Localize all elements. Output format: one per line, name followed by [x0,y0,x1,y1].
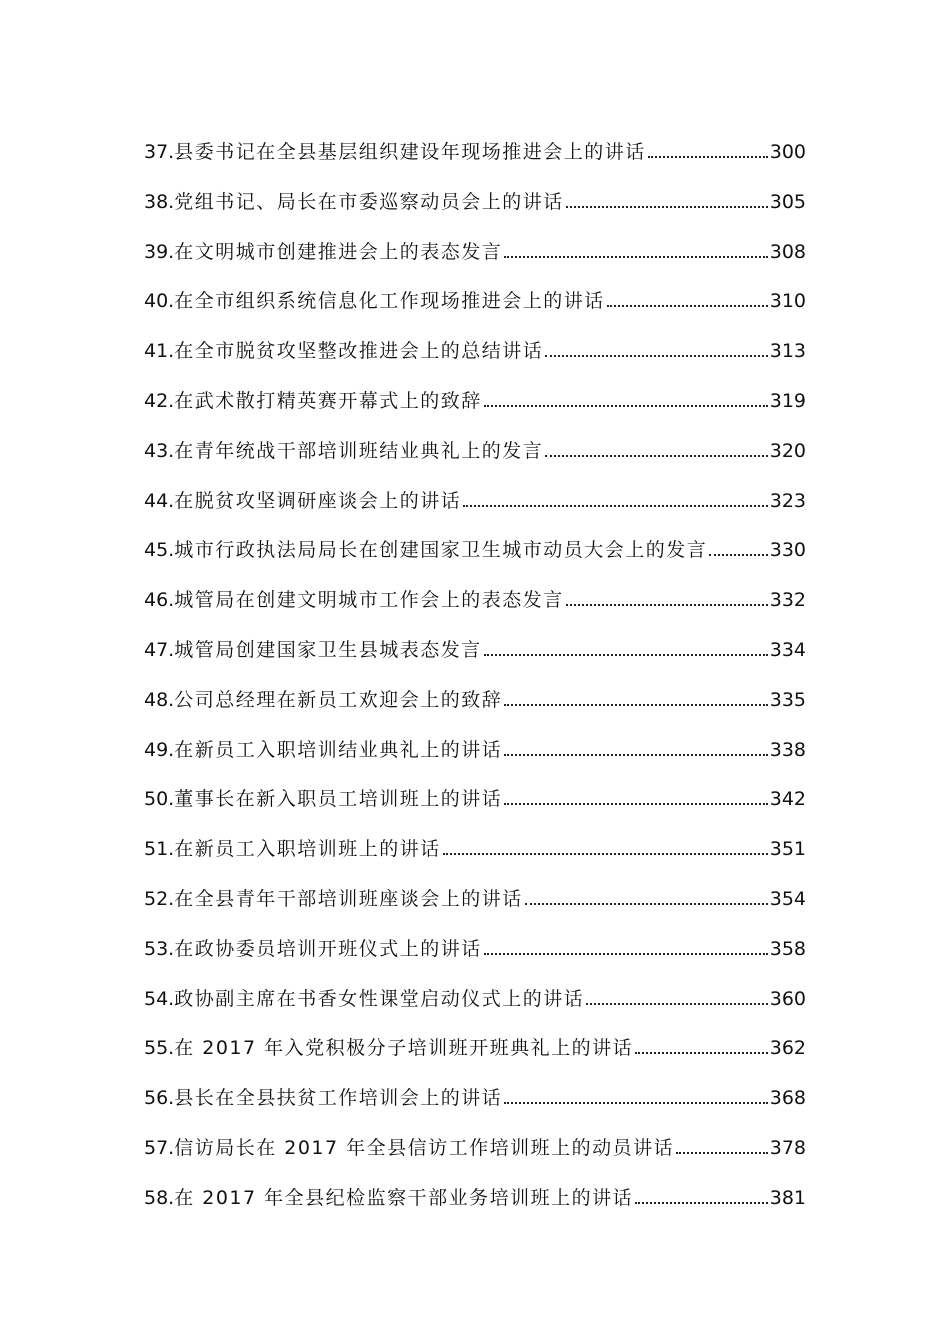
toc-leader-dots [484,945,768,955]
toc-entry-number: 50. [144,788,175,811]
toc-entry[interactable] [144,184,806,234]
toc-leader-dots [635,1194,768,1204]
toc-entry-page-number: 332 [769,589,806,612]
toc-entry-title: 公司总经理在新员工欢迎会上的致辞 [174,688,503,711]
toc-entry-page-number: 378 [769,1136,806,1159]
toc-leader-dots [648,148,768,158]
toc-entry-number: 48. [144,688,175,711]
toc-entry-number: 55. [144,1037,175,1060]
toc-entry-page-number: 308 [769,240,806,263]
toc-entry-number: 47. [144,638,175,661]
toc-entry-title: 在 2017 年全县纪检监察干部业务培训班上的讲话 [174,1186,634,1209]
toc-leader-dots [443,845,768,855]
toc-entry-page-number: 360 [769,987,806,1010]
toc-entry-page-number: 334 [769,638,806,661]
toc-entry-page-number: 323 [769,489,806,512]
toc-entry-title: 在新员工入职培训结业典礼上的讲话 [174,738,503,761]
toc-entry-page-number: 368 [769,1087,806,1110]
toc-entry-number: 44. [144,489,175,512]
toc-entry-title: 县委书记在全县基层组织建设年现场推进会上的讲话 [174,141,646,163]
table-of-contents [144,134,806,1230]
toc-entry-number: 38. [144,190,175,213]
toc-entry-title: 在政协委员培训开班仪式上的讲话 [174,937,482,960]
toc-entry[interactable] [144,831,806,881]
toc-entry-page-number: 342 [769,788,806,811]
toc-entry-number: 56. [144,1087,175,1110]
toc-entry[interactable] [144,682,806,732]
toc-entry-page-number: 319 [769,389,806,412]
toc-entry-page-number: 362 [769,1037,806,1060]
toc-entry-page-number: 313 [769,340,806,363]
toc-entry-number: 37. [144,141,175,163]
toc-entry-number: 46. [144,589,175,612]
toc-leader-dots [504,746,768,756]
toc-entry-number: 53. [144,937,175,960]
toc-entry-title: 在全市组织系统信息化工作现场推进会上的讲话 [174,290,605,313]
toc-entry-title: 信访局长在 2017 年全县信访工作培训班上的动员讲话 [174,1136,675,1159]
toc-entry[interactable] [144,632,806,682]
toc-entry-title: 城管局创建国家卫生县城表态发言 [174,638,482,661]
toc-entry-number: 45. [144,539,175,562]
toc-entry-title: 在全县青年干部培训班座谈会上的讲话 [174,887,523,910]
toc-entry[interactable] [144,1130,806,1180]
toc-leader-dots [607,297,768,307]
toc-entry[interactable] [144,234,806,284]
toc-entry-page-number: 381 [769,1186,806,1209]
toc-entry-number: 57. [144,1136,175,1159]
toc-leader-dots [484,646,768,656]
toc-entry-number: 39. [144,240,175,263]
toc-entry[interactable] [144,483,806,533]
toc-entry-title: 在 2017 年入党积极分子培训班开班典礼上的讲话 [174,1037,634,1060]
toc-entry[interactable] [144,134,806,184]
toc-entry-title: 在新员工入职培训班上的讲话 [174,838,441,861]
toc-leader-dots [709,546,768,556]
toc-entry[interactable] [144,283,806,333]
toc-entry-title: 县长在全县扶贫工作培训会上的讲话 [174,1087,503,1110]
toc-entry-number: 49. [144,738,175,761]
toc-leader-dots [504,696,768,706]
toc-entry-title: 城市行政执法局局长在创建国家卫生城市动员大会上的发言 [174,539,708,562]
toc-entry[interactable] [144,1080,806,1130]
toc-entry-page-number: 351 [769,838,806,861]
toc-leader-dots [504,795,768,805]
toc-entry-title: 在武术散打精英赛开幕式上的致辞 [174,389,482,412]
toc-entry-number: 54. [144,987,175,1010]
toc-entry-title: 在青年统战干部培训班结业典礼上的发言 [174,439,544,462]
toc-entry-number: 51. [144,838,175,861]
toc-entry[interactable] [144,433,806,483]
toc-leader-dots [635,1044,768,1054]
toc-entry[interactable] [144,1030,806,1080]
toc-entry-page-number: 310 [769,290,806,313]
toc-entry[interactable] [144,881,806,931]
toc-leader-dots [566,596,768,606]
toc-entry[interactable] [144,333,806,383]
toc-leader-dots [586,995,768,1005]
toc-entry-page-number: 305 [769,190,806,213]
toc-entry-page-number: 358 [769,937,806,960]
toc-entry-number: 42. [144,389,175,412]
toc-entry-title: 政协副主席在书香女性课堂启动仪式上的讲话 [174,987,585,1010]
toc-entry[interactable] [144,931,806,981]
toc-entry[interactable] [144,781,806,831]
toc-entry-page-number: 335 [769,688,806,711]
toc-entry-title: 城管局在创建文明城市工作会上的表态发言 [174,589,564,612]
toc-leader-dots [484,397,768,407]
toc-entry-title: 在全市脱贫攻坚整改推进会上的总结讲话 [174,340,544,363]
toc-leader-dots [525,895,768,905]
toc-leader-dots [504,1094,768,1104]
toc-entry[interactable] [144,532,806,582]
toc-entry-number: 43. [144,439,175,462]
toc-entry-number: 52. [144,887,175,910]
toc-entry[interactable] [144,582,806,632]
toc-entry-title: 在脱贫攻坚调研座谈会上的讲话 [174,489,462,512]
toc-leader-dots [676,1144,768,1154]
toc-entry-number: 40. [144,290,175,313]
toc-entry-page-number: 354 [769,887,806,910]
toc-entry-title: 在文明城市创建推进会上的表态发言 [174,240,503,263]
toc-entry[interactable] [144,981,806,1031]
toc-entry-number: 58. [144,1186,175,1209]
toc-entry-page-number: 338 [769,738,806,761]
toc-leader-dots [566,198,768,208]
toc-leader-dots [545,447,768,457]
toc-leader-dots [545,347,768,357]
toc-entry-number: 41. [144,340,175,363]
toc-entry-page-number: 300 [769,141,806,163]
toc-entry-title: 董事长在新入职员工培训班上的讲话 [174,788,503,811]
toc-entry-page-number: 320 [769,439,806,462]
toc-entry[interactable] [144,732,806,782]
toc-entry-title: 党组书记、局长在市委巡察动员会上的讲话 [174,190,564,213]
toc-entry-page-number: 330 [769,539,806,562]
toc-leader-dots [504,248,768,258]
toc-entry[interactable] [144,1180,806,1230]
toc-leader-dots [463,497,768,507]
toc-entry[interactable] [144,383,806,433]
